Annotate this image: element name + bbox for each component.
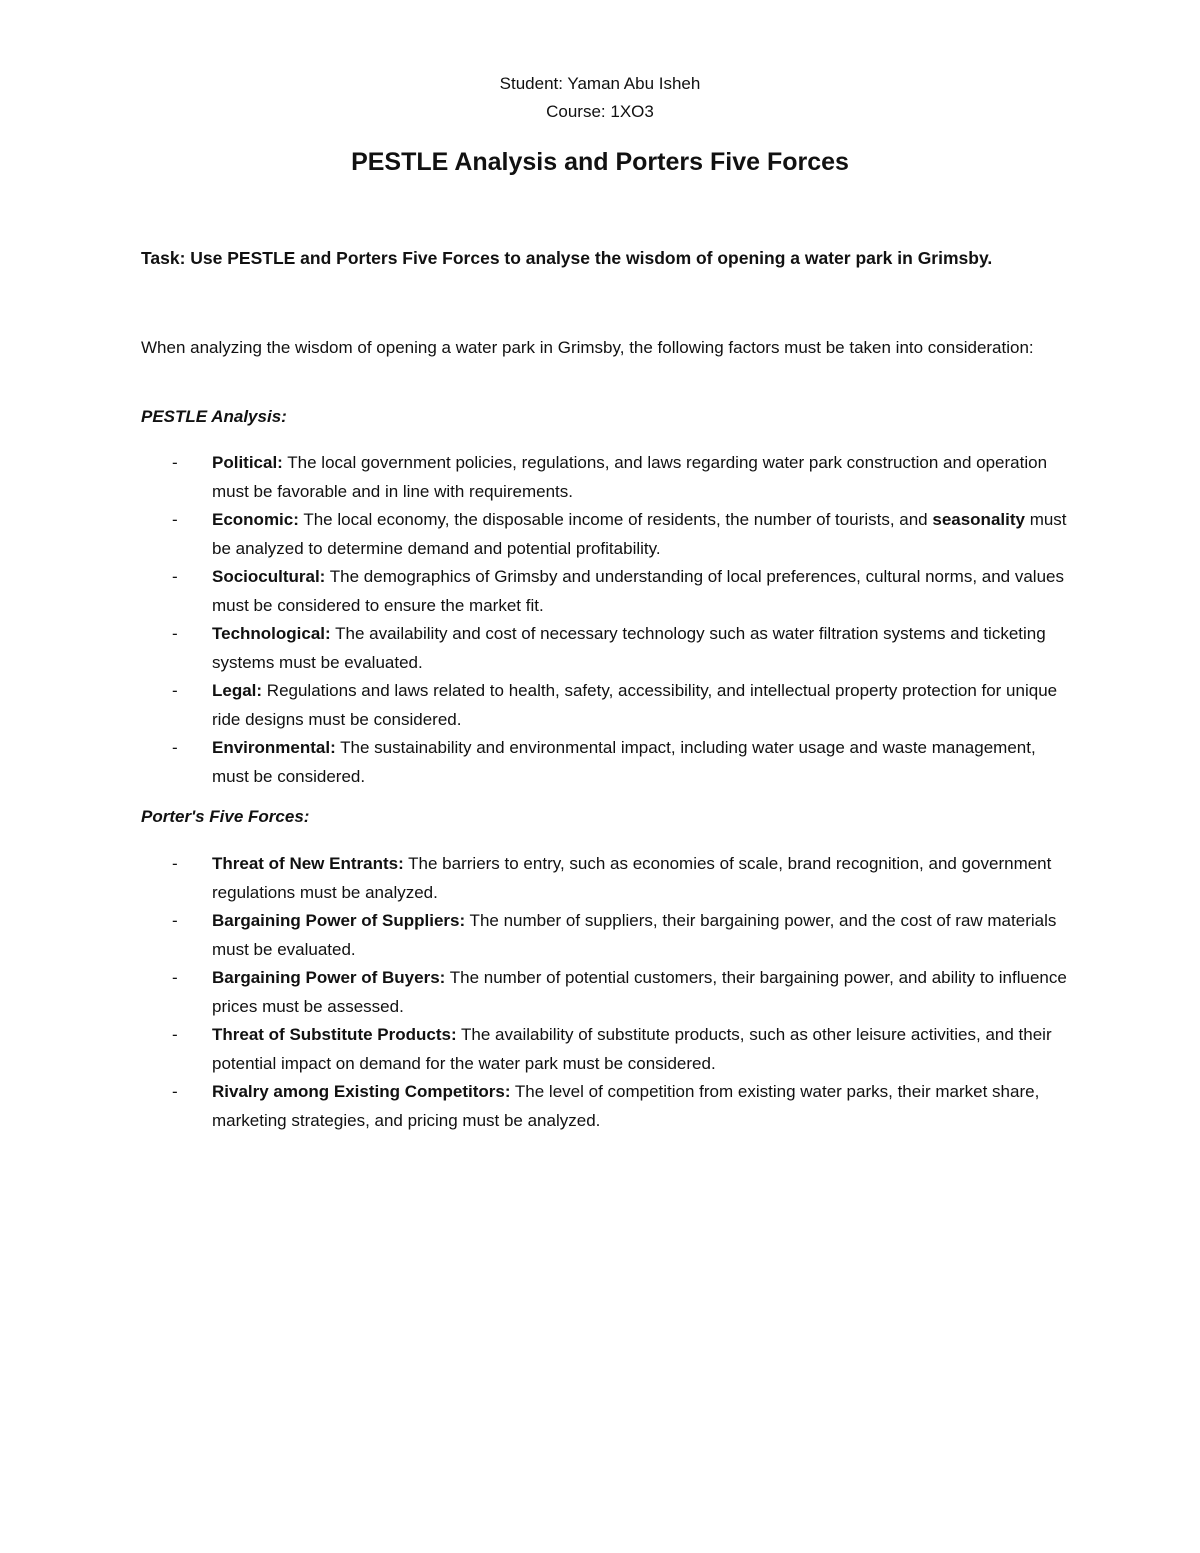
list-item-substitutes	[141, 1021, 1071, 1078]
force-term: Threat of New Entrants:	[212, 854, 404, 873]
bullet-dash: -	[172, 968, 178, 987]
list-item-new-entrants	[141, 850, 1071, 907]
force-text: The number of potential customers, their bargaining power, and ability to influence prices must be assessed.	[212, 968, 1067, 1016]
factor-text: The local economy, the disposable income of residents, the number of tourists, and	[298, 510, 933, 529]
bullet-dash: -	[172, 681, 178, 700]
list-item-technological	[141, 620, 1071, 677]
force-term: Bargaining Power of Buyers:	[212, 968, 446, 987]
factor-text: The demographics of Grimsby and understanding of local preferences, cultural norms, and values must be considered to ensure the market fit.	[212, 567, 1064, 615]
list-item-economic	[141, 506, 1071, 563]
bullet-dash: -	[172, 453, 178, 472]
list-item-environmental	[141, 734, 1071, 791]
bullet-dash: -	[172, 1025, 178, 1044]
list-item-buyers	[141, 964, 1071, 1021]
factor-term: Technological:	[212, 624, 331, 643]
list-item-legal	[141, 677, 1071, 734]
list-item-suppliers	[141, 907, 1071, 964]
list-item-rivalry	[141, 1078, 1071, 1135]
factor-term: Legal:	[212, 681, 263, 700]
course-code: Course: 1XO3	[546, 102, 654, 121]
document-title: PESTLE Analysis and Porters Five Forces	[351, 148, 849, 176]
list-item-sociocultural	[141, 563, 1071, 620]
porter-list	[141, 850, 1071, 1135]
factor-term-seasonality: seasonality	[932, 510, 1025, 529]
porter-heading: Porter's Five Forces:	[141, 807, 310, 826]
force-term: Threat of Substitute Products:	[212, 1025, 457, 1044]
factor-text: The local government policies, regulations, and laws regarding water park construction and operation must be favorable and in line with requirements.	[212, 453, 1048, 501]
bullet-dash: -	[172, 738, 178, 757]
task-statement: Task: Use PESTLE and Porters Five Forces to analyse the wisdom of opening a water park in Grimsby.	[141, 248, 993, 268]
factor-text-continued: must be analyzed to determine demand and potential profitability.	[212, 510, 1067, 558]
bullet-dash: -	[172, 911, 178, 930]
force-term: Rivalry among Existing Competitors:	[212, 1082, 511, 1101]
factor-text: Regulations and laws related to health, safety, accessibility, and intellectual property protection for unique ride designs must be considered.	[212, 681, 1058, 729]
bullet-dash: -	[172, 1082, 178, 1101]
force-text: The barriers to entry, such as economies of scale, brand recognition, and government regulations must be analyzed.	[212, 854, 1052, 902]
bullet-dash: -	[172, 854, 178, 873]
force-term: Bargaining Power of Suppliers:	[212, 911, 466, 930]
factor-term: Sociocultural:	[212, 567, 326, 586]
force-text: The availability of substitute products, such as other leisure activities, and their potential impact on demand for the water park must be considered.	[212, 1025, 1052, 1073]
force-text: The level of competition from existing water parks, their market share, marketing strategies, and pricing must be analyzed.	[212, 1082, 1040, 1130]
factor-term: Political:	[212, 453, 283, 472]
factor-term: Environmental:	[212, 738, 336, 757]
factor-term: Economic:	[212, 510, 299, 529]
list-item-political	[141, 449, 1071, 506]
bullet-dash: -	[172, 624, 178, 643]
force-text: The number of suppliers, their bargaining power, and the cost of raw materials must be evaluated.	[212, 911, 1057, 959]
pestle-heading: PESTLE Analysis:	[141, 407, 287, 426]
pestle-list	[141, 449, 1071, 791]
factor-text: The availability and cost of necessary technology such as water filtration systems and ticketing systems must be evaluated.	[212, 624, 1046, 672]
student-name: Student: Yaman Abu Isheh	[499, 74, 701, 93]
bullet-dash: -	[172, 510, 178, 529]
factor-text: The sustainability and environmental impact, including water usage and waste management, must be considered.	[212, 738, 1036, 786]
intro-paragraph: When analyzing the wisdom of opening a water park in Grimsby, the following factors must be taken into consideration:	[141, 338, 1034, 357]
bullet-dash: -	[172, 567, 178, 586]
